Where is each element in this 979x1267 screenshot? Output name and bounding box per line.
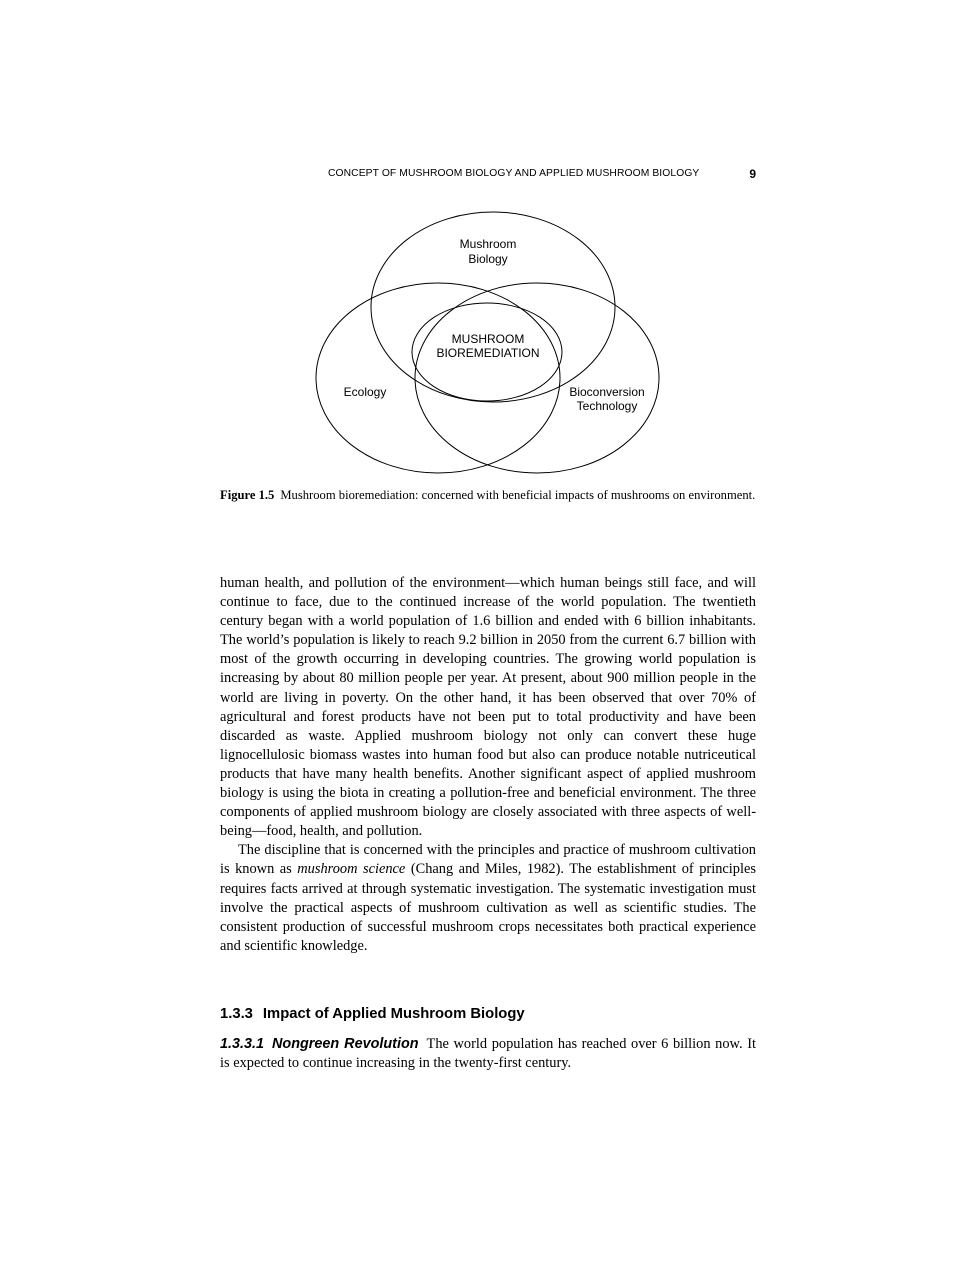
subsection-number: 1.3.3.1: [220, 1036, 265, 1052]
figure-caption-text: Mushroom bioremediation: concerned with beneficial impacts of mushrooms on environment.: [280, 488, 756, 502]
body-text: [220, 574, 756, 956]
label-mushroom-biology-1: Mushroom: [459, 237, 517, 251]
section-title: Impact of Applied Mushroom Biology: [262, 1006, 525, 1022]
section-heading: [220, 1006, 525, 1022]
figure-caption: [220, 487, 756, 503]
page-number: 9: [749, 167, 756, 181]
paragraph-2: [220, 841, 756, 956]
venn-diagram: [0, 0, 979, 480]
subsection-title: Nongreen Revolution: [272, 1036, 419, 1052]
label-bioconversion-1: Bioconversion: [569, 385, 645, 399]
figure-label: Figure 1.5: [220, 488, 275, 502]
circle-ecology: [316, 283, 560, 473]
subsection: [220, 1035, 756, 1073]
circle-bioconversion: [415, 283, 659, 473]
section-number: 1.3.3: [220, 1006, 253, 1022]
paragraph-1: human health, and pollution of the environment—which human beings still face, and will continue to face, due to the continued increase of the world population. The twentieth century began with a world population of 1.6 billion and ended with 6 billion inhabitants. The world’s population is likely to reach 9.2 billion in 2050 from the current 6.7 billion with most of the growth occurring in developing countries. The growing world population is increasing by about 80 million people per year. At present, about 900 million people in the world are living in poverty. On the other hand, it has been observed that over 70% of agricultural and forest products have not been put to total productivity and have been discarded as waste. Applied mushroom biology not only can convert these huge lignocellulosic biomass wastes into human food but also can produce notable nutriceutical products that have many health benefits. Another significant aspect of applied mushroom biology is using the biota in creating a pollution-free and beneficial environment. The three components of applied mushroom biology are closely associated with three aspects of well-being—food, health, and pollution.: [220, 575, 756, 840]
subsection-text: The world population has reached over 6 billion now. It is expected to continue increasing in the twenty-first century.: [220, 1036, 757, 1072]
running-title: CONCEPT OF MUSHROOM BIOLOGY AND APPLIED MUSHROOM BIOLOGY: [328, 168, 700, 179]
paragraph-2-pre: The discipline that is concerned with the principles and practice of mushroom cultivation is known as: [220, 842, 756, 878]
label-mushroom-biology-2: Biology: [468, 252, 508, 266]
label-center-1: MUSHROOM: [451, 332, 525, 346]
label-center-2: BIOREMEDIATION: [436, 346, 540, 360]
subsection-heading: [220, 1036, 419, 1052]
paragraph-2-post: (Chang and Miles, 1982). The establishment of principles requires facts arrived at through systematic investigation. The systematic investigation must involve the practical aspects of mushroom cultivation as well as scientific studies. The consistent production of successful mushroom crops necessitates both practical experience and scientific knowledge.: [220, 861, 756, 954]
label-ecology: Ecology: [343, 385, 387, 399]
paragraph-2-emphasis: mushroom science: [297, 861, 406, 878]
label-bioconversion-2: Technology: [576, 399, 638, 413]
